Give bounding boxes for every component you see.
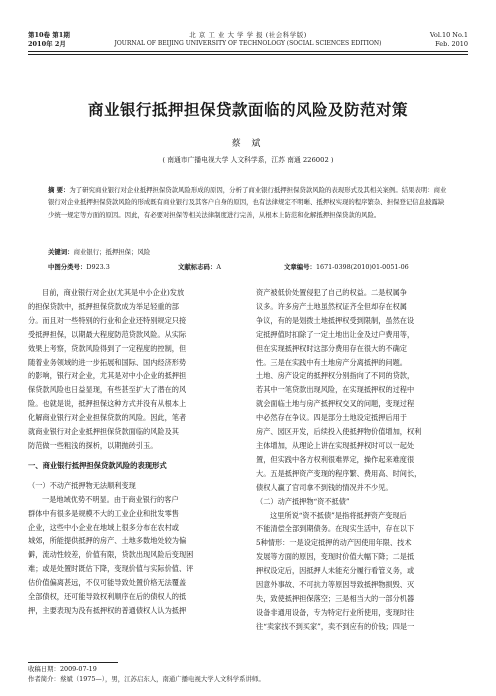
text-line: 置，但实践中各方权利很难界定，操作起来难度很: [256, 454, 415, 464]
text-line: 主体增加，从理论上讲在实现抵押权时可以一起处: [256, 440, 415, 450]
text-line: 议多。许多房产土地虽然权证齐全但却存在权属: [256, 301, 407, 311]
text-line: 全部债权，还可能导致权利顺序在后的债权人的抵: [28, 592, 187, 602]
text-line: 设备非通用设备，专为特定行业所使用，变现时往: [256, 607, 415, 617]
clc-number: [48, 262, 110, 271]
clc-value: D923.3: [86, 263, 110, 271]
clc-label: 中图分类号：: [48, 263, 87, 271]
text-line: 中必然存在争议。四是部分土地设定抵押后用于: [256, 413, 407, 423]
text-line: 分。而且对一些特别的行业和企业还特别规定只接: [28, 315, 187, 325]
text-line: 防范做一些粗浅的探析，以期抛砖引玉。: [28, 440, 158, 450]
text-line: 定抵押值时扣除了一定土地出让金及过户费用等，: [256, 329, 415, 339]
right-column: [256, 286, 468, 634]
text-line: 争议，有的是划拨土地抵押权受到限制，虽然在设: [256, 315, 415, 325]
footnote-author-bio: 作者简介：蔡斌（1975—），男，江苏启东人，南通广播电视大学人文科学系讲师。: [28, 675, 265, 683]
text-line: 债权人赢了官司拿不到钱的情况并不少见。: [256, 482, 393, 492]
text-line: 性。三是在实践中有土地房产分离抵押的问题。: [256, 357, 407, 367]
left-column: [28, 286, 240, 618]
volume-issue: 第10卷 第1期: [28, 31, 70, 39]
text-line: 就商业银行对企业抵押担保贷款面临的风险及其: [28, 427, 179, 437]
article-number: [284, 262, 409, 271]
text-line: 土地、房产设定的抵押权分别指向了不同的贷款，: [256, 371, 415, 381]
keywords-label: 关键词：: [48, 248, 74, 256]
text-line: 不能清偿全部到期债务。在现实生活中，存在以下: [256, 524, 415, 534]
text-line: 押权设定后，因抵押人未能充分履行看管义务，或: [256, 566, 415, 576]
article-number-label: 文章编号：: [284, 263, 316, 271]
keywords-text: 商业银行；抵押担保；风险: [73, 248, 151, 256]
text-line: 的影响，银行对企业，尤其是对中小企业的抵押担: [28, 371, 187, 381]
text-line: 难；或是处置时既估下降，变现价值与实际价值、评: [28, 564, 194, 574]
text-line: 一是地域优势不明显。由于商业银行的客户: [42, 494, 179, 504]
volume-en: Vol.10 No.1: [429, 31, 468, 39]
abstract-text: 为了研究商业银行对企业抵押担保贷款风险形成的原因，分析了商业银行抵押担保贷款风险的表现形式及其相关案例。结果表明：商业银行对企业抵押担保贷款风险的形成既有商业银行及其客户自身的原因，也有法律规定不明晰、抵押权实现的程序繁杂、担保登记信息披露缺少统一规定等方面的原因。因此，有必要对担保等相关法律制度进行完善，从根本上防范和化解抵押担保贷款的风险。: [48, 186, 447, 219]
issue-date: 2010年 2月: [28, 40, 66, 48]
text-line: 的担保贷款中，抵押担保贷款成为举足轻重的部: [28, 301, 179, 311]
header-rule-thick: [28, 51, 468, 52]
text-line: 就会面临土地与房产抵押权交叉的问题，变现过程: [256, 399, 415, 409]
section-heading-1: 一、商业银行抵押担保贷款风险的表现形式: [28, 460, 167, 470]
abstract: [48, 184, 448, 221]
text-line: 群体中有很多是规模不大的工业企业和批发零售: [28, 508, 179, 518]
text-line: 目前，商业银行对企业(尤其是中小企业)发放: [42, 288, 185, 297]
doc-code-label: 文献标志码：: [178, 263, 217, 271]
doc-code: [178, 262, 221, 271]
text-line: 资产被低价处置侵犯了自己的权益。二是权属争: [256, 288, 407, 297]
text-line: 失，致使抵押担保落空；三是相当大的一部分机器: [256, 593, 415, 603]
journal-name-en: JOURNAL OF BEIJING UNIVERSITY OF TECHNOLOGY (SOCIAL SCIENCES EDITION): [114, 40, 382, 47]
text-line: 这里所说“资不抵债”是指将抵押资产变现后: [270, 510, 407, 520]
text-line: 企业，这些中小企业在地域上很多分布在农村或: [28, 522, 179, 532]
header-rule-thin: [28, 54, 468, 55]
text-line: 受抵押担保，以期最大程度防范贷款风险。从实际: [28, 329, 187, 339]
date-en: Feb. 2010: [435, 40, 468, 48]
footnote-rule: [28, 662, 118, 663]
article-title: 商业银行抵押担保贷款面临的风险及防范对策: [87, 101, 408, 119]
text-line: 化解商业银行对企业担保贷款的风险。因此，笔者: [28, 413, 187, 423]
abstract-label: 摘 要：: [48, 186, 70, 194]
text-line: 大。五是抵押资产变现的程序繁、费用高、时间长，: [256, 468, 422, 478]
footnote-received: 收稿日期：2009-07-19: [28, 665, 97, 673]
text-line: 押，主要表现为没有抵押权的普通债权人认为抵押: [28, 605, 187, 615]
text-line: 因意外事故、不可抗力等原因导致抵押物损毁、灭: [256, 580, 415, 590]
keywords: [48, 247, 150, 256]
text-line: 随着业务领域的进一步拓展和国际、国内经济形势: [28, 357, 187, 367]
text-line: 效果上考察，贷款风险得到了一定程度的控制，但: [28, 343, 187, 353]
text-line: 僻，流动性较差，价值有限，贷款出现风险后变现困: [28, 550, 194, 560]
text-line: 房产、园区开发，后续投入使抵押物价值增加，权利: [256, 427, 422, 437]
text-line: 保贷款风险也日益显现，有些甚至扩大了潜在的风: [28, 385, 187, 395]
text-line: 城郊，所能提供抵押的房产、土地多数地处较为偏: [28, 536, 187, 546]
text-line: 估价值偏离甚远，不仅可能导致处置价格无法覆盖: [28, 578, 187, 588]
article-number-value: 1671-0398(2010)01-0051-06: [315, 263, 409, 271]
subsection-heading-1: （一）不动产抵押物无法顺利变现: [28, 480, 136, 490]
subsection-heading-2: （二）动产抵押物“资不抵债”: [256, 496, 350, 506]
text-line: 5种情形：一是设定抵押的动产因使用年限、技术: [256, 538, 412, 548]
text-line: 但在实现抵押权时这部分费用存在很大的不确定: [256, 343, 407, 353]
text-line: 往“卖家找不到买家”，卖不到应有的价钱；四是一: [256, 621, 415, 631]
author-name: 蔡 斌: [231, 139, 265, 149]
journal-name-cn: 北 京 工 业 大 学 学 报 (社会科学版): [189, 31, 307, 39]
text-line: 发展等方面的原因，变现时价值大幅下降；二是抵: [256, 552, 415, 562]
doc-code-value: A: [216, 263, 221, 271]
text-line: 若其中一笔贷款出现风险，在实现抵押权的过程中: [256, 385, 415, 395]
author-affiliation: ( 南通市广播电视大学 人文科学系，江苏 南通 226002 ): [162, 156, 334, 164]
text-line: 险。也就是说，抵押担保这种方式并没有从根本上: [28, 399, 187, 409]
